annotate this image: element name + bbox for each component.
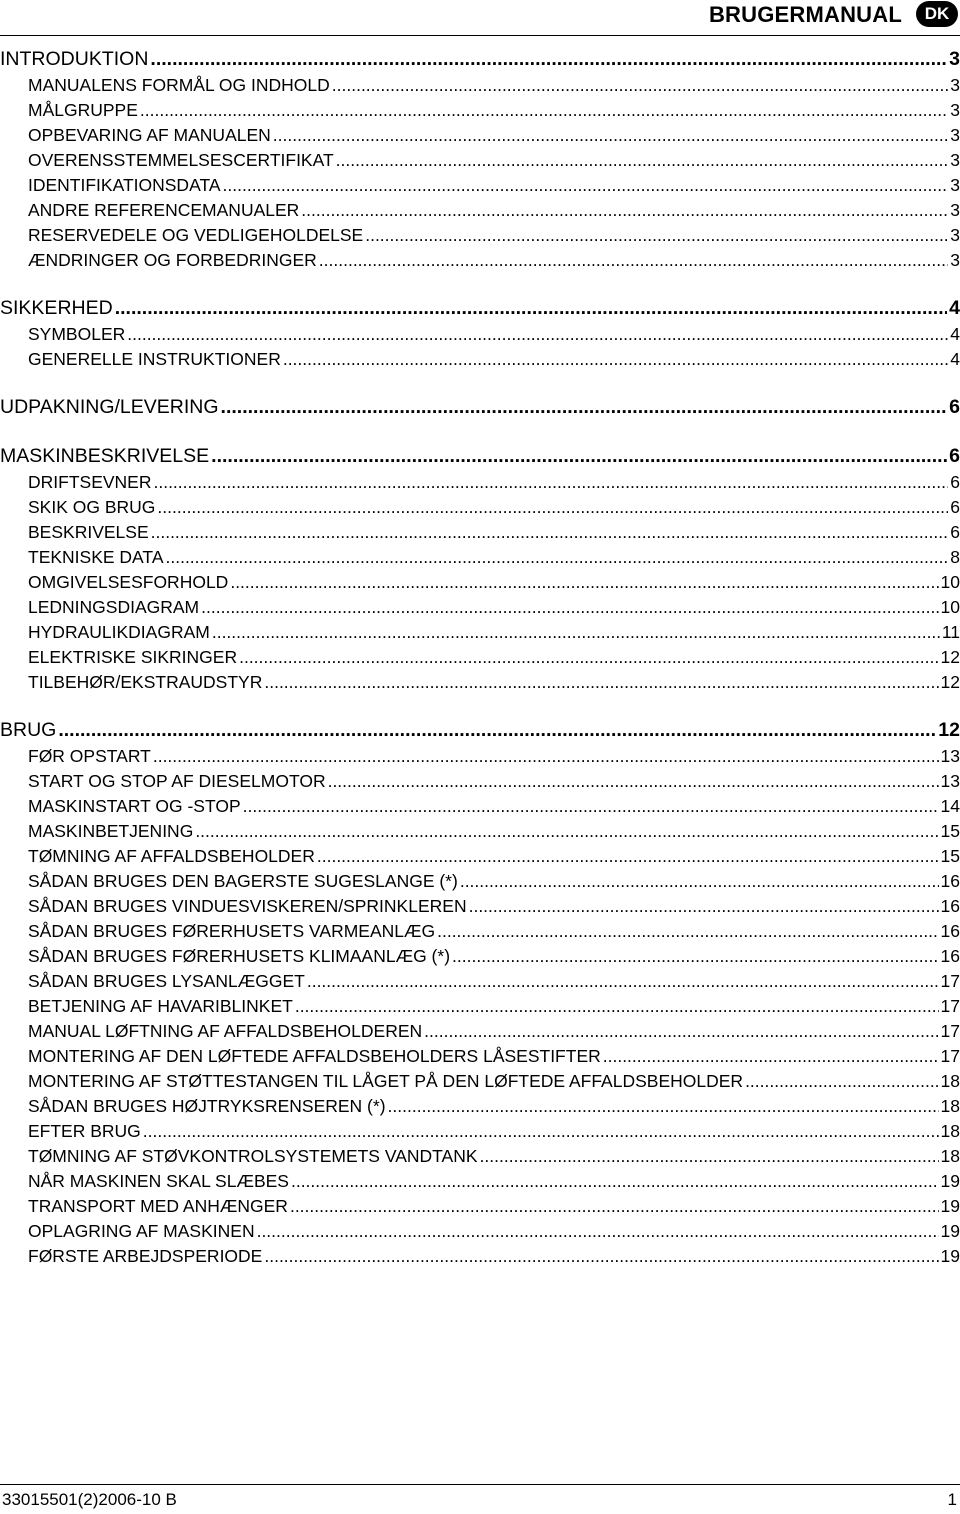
toc-subsection-entry	[0, 495, 960, 520]
toc-entry-label: OVERENSSTEMMELSESCERTIFIKAT	[28, 150, 334, 170]
dot-leader	[140, 98, 948, 123]
toc-entry-page: 4	[950, 324, 960, 344]
toc-entry-label: INTRODUKTION	[0, 48, 149, 70]
dot-leader	[307, 969, 939, 994]
toc-subsection-entry	[0, 148, 960, 173]
toc-entry-label: SÅDAN BRUGES VINDUESVISKEREN/SPRINKLEREN	[28, 896, 467, 916]
manual-title: BRUGERMANUAL	[708, 2, 902, 27]
toc-entry-page: 3	[950, 125, 960, 145]
toc-entry-page: 3	[950, 150, 960, 170]
toc-entry-label: HYDRAULIKDIAGRAM	[28, 622, 210, 642]
toc-entry-label: SKIK OG BRUG	[28, 497, 156, 517]
dot-leader	[469, 894, 939, 919]
toc-entry-label: TØMNING AF AFFALDSBEHOLDER	[28, 846, 315, 866]
toc-entry-page: 16	[940, 896, 960, 916]
toc-section-entry	[0, 443, 960, 470]
toc-subsection-entry	[0, 894, 960, 919]
toc-entry-label: MANUALENS FORMÅL OG INDHOLD	[28, 75, 330, 95]
toc-entry-page: 6	[949, 396, 960, 418]
dot-leader	[115, 295, 947, 322]
toc-entry-label: ÆNDRINGER OG FORBEDRINGER	[28, 250, 317, 270]
toc-entry-label: ANDRE REFERENCEMANUALER	[28, 200, 300, 220]
toc-entry-label: OMGIVELSESFORHOLD	[28, 572, 229, 592]
toc-entry-page: 3	[949, 48, 960, 70]
toc-entry-page: 6	[950, 497, 960, 517]
toc-entry-page: 14	[940, 796, 960, 816]
toc-entry-label: SÅDAN BRUGES FØRERHUSETS VARMEANLÆG	[28, 921, 436, 941]
toc-entry-page: 12	[940, 672, 960, 692]
dot-leader	[332, 73, 949, 98]
dot-leader	[745, 1069, 938, 1094]
toc-subsection-entry	[0, 844, 960, 869]
toc-entry-label: SÅDAN BRUGES FØRERHUSETS KLIMAANLÆG (*)	[28, 946, 451, 966]
toc-subsection-entry	[0, 123, 960, 148]
toc-entry-page: 11	[941, 622, 960, 642]
toc-entry-label: MONTERING AF DEN LØFTEDE AFFALDSBEHOLDERS LÅSESTIFTER	[28, 1046, 601, 1066]
dot-leader	[437, 919, 938, 944]
toc-entry-label: TEKNISKE DATA	[28, 547, 164, 567]
toc-entry-page: 18	[940, 1096, 960, 1116]
toc-entry-page: 12	[940, 647, 960, 667]
dot-leader	[143, 1119, 939, 1144]
toc-subsection-entry	[0, 520, 960, 545]
toc-section-entry	[0, 46, 960, 73]
dot-leader	[273, 123, 948, 148]
toc-entry-page: 17	[940, 1021, 960, 1041]
toc-entry-label: FØRSTE ARBEJDSPERIODE	[28, 1246, 263, 1266]
toc-subsection-entry	[0, 620, 960, 645]
toc-entry-page: 3	[950, 100, 960, 120]
dot-leader	[290, 1194, 939, 1219]
dot-leader	[295, 994, 939, 1019]
toc-subsection-entry	[0, 1244, 960, 1269]
dot-leader	[212, 620, 940, 645]
toc-entry-label: SÅDAN BRUGES DEN BAGERSTE SUGESLANGE (*)	[28, 871, 458, 891]
toc-entry-label: MÅLGRUPPE	[28, 100, 138, 120]
toc-subsection-entry	[0, 869, 960, 894]
toc-subsection-entry	[0, 545, 960, 570]
toc-subsection-entry	[0, 670, 960, 695]
toc-subsection-entry	[0, 819, 960, 844]
toc-entry-page: 19	[940, 1196, 960, 1216]
toc-entry-label: START OG STOP AF DIESELMOTOR	[28, 771, 326, 791]
toc-subsection-entry	[0, 769, 960, 794]
toc-entry-label: BESKRIVELSE	[28, 522, 149, 542]
toc-entry-label: MONTERING AF STØTTESTANGEN TIL LÅGET PÅ DEN LØFTEDE AFFALDSBEHOLDER	[28, 1071, 744, 1091]
toc-entry-page: 18	[940, 1121, 960, 1141]
toc-subsection-entry	[0, 223, 960, 248]
toc-entry-page: 19	[940, 1171, 960, 1191]
dot-leader	[150, 46, 947, 73]
toc-subsection-entry	[0, 98, 960, 123]
toc-entry-label: MASKINSTART OG -STOP	[28, 796, 241, 816]
toc-subsection-entry	[0, 794, 960, 819]
dot-leader	[223, 173, 949, 198]
toc-subsection-entry	[0, 322, 960, 347]
toc-entry-label: OPBEVARING AF MANUALEN	[28, 125, 271, 145]
toc-entry-page: 18	[940, 1071, 960, 1091]
dot-leader	[239, 645, 938, 670]
toc-subsection-entry	[0, 248, 960, 273]
toc-entry-label: SÅDAN BRUGES LYSANLÆGGET	[28, 971, 305, 991]
toc-entry-page: 12	[938, 719, 960, 741]
toc-entry-page: 16	[940, 871, 960, 891]
dot-leader	[460, 869, 939, 894]
dot-leader	[264, 1244, 938, 1269]
toc-entry-label: TØMNING AF STØVKONTROLSYSTEMETS VANDTANK	[28, 1146, 478, 1166]
toc-entry-label: MANUAL LØFTNING AF AFFALDSBEHOLDEREN	[28, 1021, 423, 1041]
table-of-contents	[0, 46, 960, 1269]
toc-subsection-entry	[0, 1194, 960, 1219]
toc-entry-label: BETJENING AF HAVARIBLINKET	[28, 996, 293, 1016]
dot-leader	[264, 670, 938, 695]
toc-subsection-entry	[0, 173, 960, 198]
toc-entry-page: 6	[950, 472, 960, 492]
dot-leader	[195, 819, 938, 844]
toc-entry-label: BRUG	[0, 719, 57, 741]
toc-entry-label: LEDNINGSDIAGRAM	[28, 597, 200, 617]
toc-entry-page: 3	[950, 75, 960, 95]
toc-entry-label: EFTER BRUG	[28, 1121, 141, 1141]
dot-leader	[452, 944, 939, 969]
header-divider	[0, 35, 960, 36]
toc-entry-page: 19	[940, 1221, 960, 1241]
toc-entry-page: 3	[950, 175, 960, 195]
toc-subsection-entry	[0, 595, 960, 620]
toc-subsection-entry	[0, 1219, 960, 1244]
toc-entry-label: FØR OPSTART	[28, 746, 151, 766]
dot-leader	[243, 794, 939, 819]
dot-leader	[58, 717, 936, 744]
dot-leader	[301, 198, 948, 223]
toc-subsection-entry	[0, 1069, 960, 1094]
dot-leader	[166, 545, 949, 570]
dot-leader	[365, 223, 948, 248]
toc-entry-label: TILBEHØR/EKSTRAUDSTYR	[28, 672, 263, 692]
toc-subsection-entry	[0, 347, 960, 372]
page-number: 1	[947, 1490, 957, 1509]
toc-entry-page: 3	[950, 225, 960, 245]
dot-leader	[319, 248, 948, 273]
toc-subsection-entry	[0, 919, 960, 944]
dot-leader	[603, 1044, 939, 1069]
dot-leader	[230, 570, 938, 595]
toc-subsection-entry	[0, 969, 960, 994]
dot-leader	[211, 443, 947, 470]
dot-leader	[201, 595, 938, 620]
dot-leader	[151, 520, 949, 545]
toc-entry-page: 6	[949, 445, 960, 467]
toc-entry-page: 17	[940, 1046, 960, 1066]
toc-entry-label: OPLAGRING AF MASKINEN	[28, 1221, 255, 1241]
toc-entry-label: SYMBOLER	[28, 324, 126, 344]
toc-entry-label: IDENTIFIKATIONSDATA	[28, 175, 221, 195]
toc-entry-page: 3	[950, 250, 960, 270]
dot-leader	[221, 394, 948, 421]
toc-entry-page: 8	[950, 547, 960, 567]
toc-subsection-entry	[0, 1144, 960, 1169]
toc-subsection-entry	[0, 470, 960, 495]
toc-subsection-entry	[0, 570, 960, 595]
dot-leader	[317, 844, 939, 869]
toc-entry-label: SIKKERHED	[0, 297, 113, 319]
toc-entry-page: 10	[940, 597, 960, 617]
toc-entry-page: 4	[950, 349, 960, 369]
toc-entry-label: MASKINBETJENING	[28, 821, 194, 841]
dot-leader	[336, 148, 949, 173]
toc-section-entry	[0, 295, 960, 322]
toc-entry-page: 16	[940, 946, 960, 966]
toc-entry-page: 13	[940, 771, 960, 791]
toc-entry-page: 10	[940, 572, 960, 592]
toc-entry-page: 17	[940, 996, 960, 1016]
toc-subsection-entry	[0, 1044, 960, 1069]
toc-subsection-entry	[0, 744, 960, 769]
toc-subsection-entry	[0, 1119, 960, 1144]
toc-entry-label: UDPAKNING/LEVERING	[0, 396, 219, 418]
dot-leader	[257, 1219, 939, 1244]
dot-leader	[480, 1144, 939, 1169]
toc-subsection-entry	[0, 73, 960, 98]
dot-leader	[153, 470, 948, 495]
toc-entry-label: ELEKTRISKE SIKRINGER	[28, 647, 238, 667]
toc-entry-page: 17	[940, 971, 960, 991]
toc-entry-label: TRANSPORT MED ANHÆNGER	[28, 1196, 288, 1216]
toc-entry-page: 19	[940, 1246, 960, 1266]
toc-entry-page: 16	[940, 921, 960, 941]
toc-entry-page: 6	[950, 522, 960, 542]
toc-subsection-entry	[0, 198, 960, 223]
toc-entry-page: 18	[940, 1146, 960, 1166]
toc-subsection-entry	[0, 645, 960, 670]
dot-leader	[291, 1169, 939, 1194]
toc-subsection-entry	[0, 994, 960, 1019]
toc-section-entry	[0, 717, 960, 744]
toc-entry-page: 15	[940, 846, 960, 866]
toc-entry-label: RESERVEDELE OG VEDLIGEHOLDELSE	[28, 225, 364, 245]
language-badge: DK	[916, 1, 958, 27]
toc-entry-label: MASKINBESKRIVELSE	[0, 445, 210, 467]
toc-subsection-entry	[0, 1094, 960, 1119]
toc-entry-page: 3	[950, 200, 960, 220]
toc-entry-label: NÅR MASKINEN SKAL SLÆBES	[28, 1171, 289, 1191]
toc-entry-label: DRIFTSEVNER	[28, 472, 152, 492]
toc-entry-page: 13	[940, 746, 960, 766]
dot-leader	[388, 1094, 939, 1119]
dot-leader	[424, 1019, 938, 1044]
toc-section-entry	[0, 394, 960, 421]
toc-subsection-entry	[0, 944, 960, 969]
dot-leader	[283, 347, 948, 372]
dot-leader	[157, 495, 948, 520]
footer-divider	[0, 1484, 960, 1485]
document-code: 33015501(2)2006-10 B	[2, 1490, 177, 1509]
toc-subsection-entry	[0, 1169, 960, 1194]
toc-entry-label: GENERELLE INSTRUKTIONER	[28, 349, 281, 369]
toc-entry-label: SÅDAN BRUGES HØJTRYKSRENSEREN (*)	[28, 1096, 386, 1116]
toc-entry-page: 15	[940, 821, 960, 841]
toc-entry-page: 4	[949, 297, 960, 319]
dot-leader	[328, 769, 939, 794]
toc-subsection-entry	[0, 1019, 960, 1044]
dot-leader	[153, 744, 939, 769]
dot-leader	[127, 322, 948, 347]
